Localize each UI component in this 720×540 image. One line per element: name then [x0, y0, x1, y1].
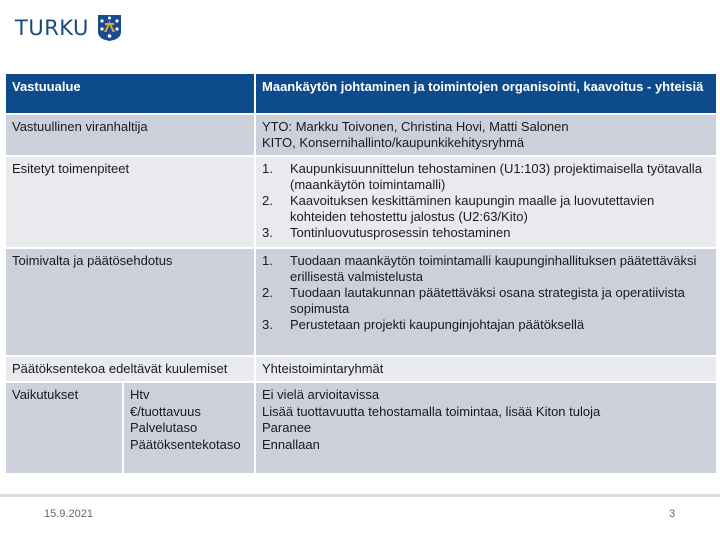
turku-logo: [15, 14, 122, 42]
row-value: [256, 157, 716, 247]
list-item: 2. Tuodaan lautakunnan päätettäväksi osana strategista ja operatiivista sopimusta: [262, 285, 685, 316]
list-item: 1. Kaupunkisuunnittelun tehostaminen (U1:103) projektimaisella työtavalla (maankäytön toimintamalli): [262, 161, 702, 192]
row-value: Yhteistoimintaryhmät: [256, 357, 716, 381]
impact-value: Ennallaan: [262, 436, 320, 452]
list-item: 2. Kaavoituksen keskittäminen kaupungin maalle ja luovutettavien kohteiden tehostettu jalostus (U2:63/Kito): [262, 193, 655, 224]
impact-category: €/tuottavuus: [130, 403, 201, 419]
impact-category: Päätöksentekotaso: [130, 436, 241, 452]
responsibility-table: [4, 72, 718, 475]
decision-list: [262, 253, 710, 333]
table-header-row: [6, 74, 716, 113]
turku-coat-of-arms-icon: [97, 14, 122, 42]
footer-divider: [0, 494, 720, 497]
table-row: [6, 157, 716, 247]
table-row: [6, 357, 716, 381]
impact-categories: [124, 383, 254, 473]
impact-value: Lisää tuottavuutta tehostamalla toimintaa, lisää Kiton tuloja: [262, 403, 601, 419]
row-label: Toimivalta ja päätösehdotus: [6, 249, 254, 355]
row-value: [256, 249, 716, 355]
row-label: Vaikutukset: [6, 383, 122, 473]
row-label: Päätöksentekoa edeltävät kuulemiset: [6, 357, 254, 381]
impact-category: Htv: [130, 387, 150, 402]
impact-value: Paranee: [262, 420, 312, 435]
row-label: Esitetyt toimenpiteet: [6, 157, 254, 247]
list-item: 1. Tuodaan maankäytön toimintamalli kaupunginhallituksen päätettäväksi erillisestä valmistelusta: [262, 253, 697, 284]
footer-date: 15.9.2021: [44, 508, 93, 520]
official-line: YTO: Markku Toivonen, Christina Hovi, Matti Salonen: [262, 119, 569, 134]
table-row: [6, 383, 716, 473]
impact-value: Ei vielä arvioitavissa: [262, 387, 380, 402]
table-row: [6, 115, 716, 155]
page-number: 3: [669, 508, 676, 520]
row-value: [256, 115, 716, 155]
header-value: Maankäytön johtaminen ja toimintojen organisointi, kaavoitus - yhteisiä: [256, 74, 716, 113]
list-item: 3. Perustetaan projekti kaupunginjohtajan päätöksellä: [262, 317, 585, 332]
impact-values: [256, 383, 716, 473]
row-label: Vastuullinen viranhaltija: [6, 115, 254, 155]
list-item: 3. Tontinluovutusprosessin tehostaminen: [262, 225, 511, 240]
impact-category: Palvelutaso: [130, 420, 198, 435]
header-label: Vastuualue: [6, 74, 254, 113]
table-row: [6, 249, 716, 355]
measures-list: [262, 161, 710, 241]
official-line: KITO, Konsernihallinto/kaupunkikehitysryhmä: [262, 135, 525, 150]
logo-text: TURKU: [15, 16, 89, 40]
